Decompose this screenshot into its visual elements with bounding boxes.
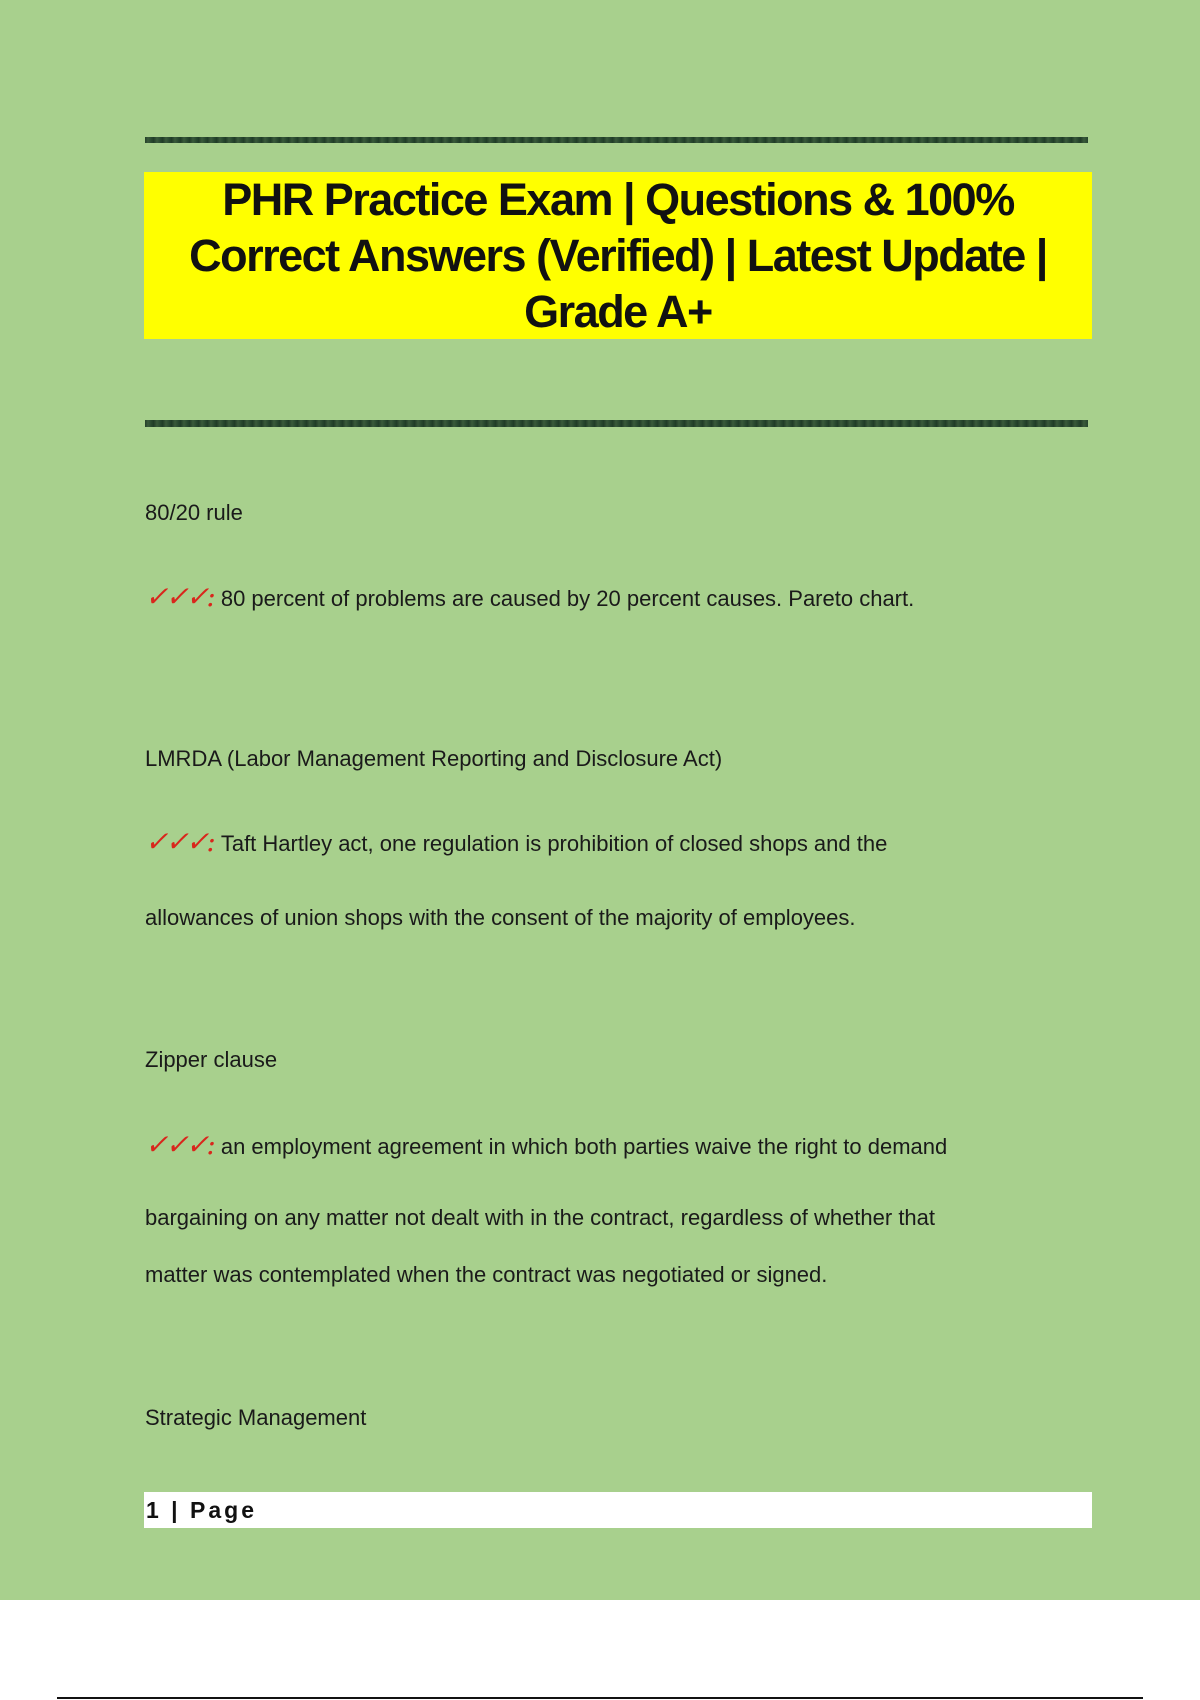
bottom-divider: [145, 420, 1088, 427]
answer-continuation: matter was contemplated when the contract was negotiated or signed.: [145, 1262, 828, 1287]
page-number: 1 | Page: [146, 1496, 257, 1523]
answer-line: [145, 825, 887, 858]
answer-text: Taft Hartley act, one regulation is prohibition of closed shops and the: [220, 831, 888, 856]
answer-line: [145, 580, 914, 613]
term-lmrda: LMRDA (Labor Management Reporting and Disclosure Act): [145, 746, 723, 771]
page-footer: [144, 1492, 1092, 1528]
answer-text: 80 percent of problems are caused by 20 percent causes. Pareto chart.: [220, 586, 915, 611]
title-highlight-box: [144, 172, 1092, 339]
check-marks-icon: ✓✓✓:: [145, 825, 213, 858]
answer-text: an employment agreement in which both parties waive the right to demand: [220, 1134, 948, 1159]
term-zipper-clause: Zipper clause: [145, 1047, 278, 1072]
answer-continuation: bargaining on any matter not dealt with in the contract, regardless of whether that: [145, 1205, 936, 1230]
term-80-20-rule: 80/20 rule: [145, 500, 243, 525]
answer-continuation: allowances of union shops with the consent of the majority of employees.: [145, 905, 856, 930]
term-strategic-management: Strategic Management: [145, 1405, 367, 1430]
answer-line: [145, 1128, 947, 1161]
check-marks-icon: ✓✓✓:: [145, 580, 213, 613]
bottom-rule: [57, 1697, 1143, 1699]
page-title: PHR Practice Exam | Questions & 100% Correct Answers (Verified) | Latest Update | Grade A+: [189, 173, 1047, 337]
check-marks-icon: ✓✓✓:: [145, 1128, 213, 1161]
top-divider: [145, 137, 1088, 143]
